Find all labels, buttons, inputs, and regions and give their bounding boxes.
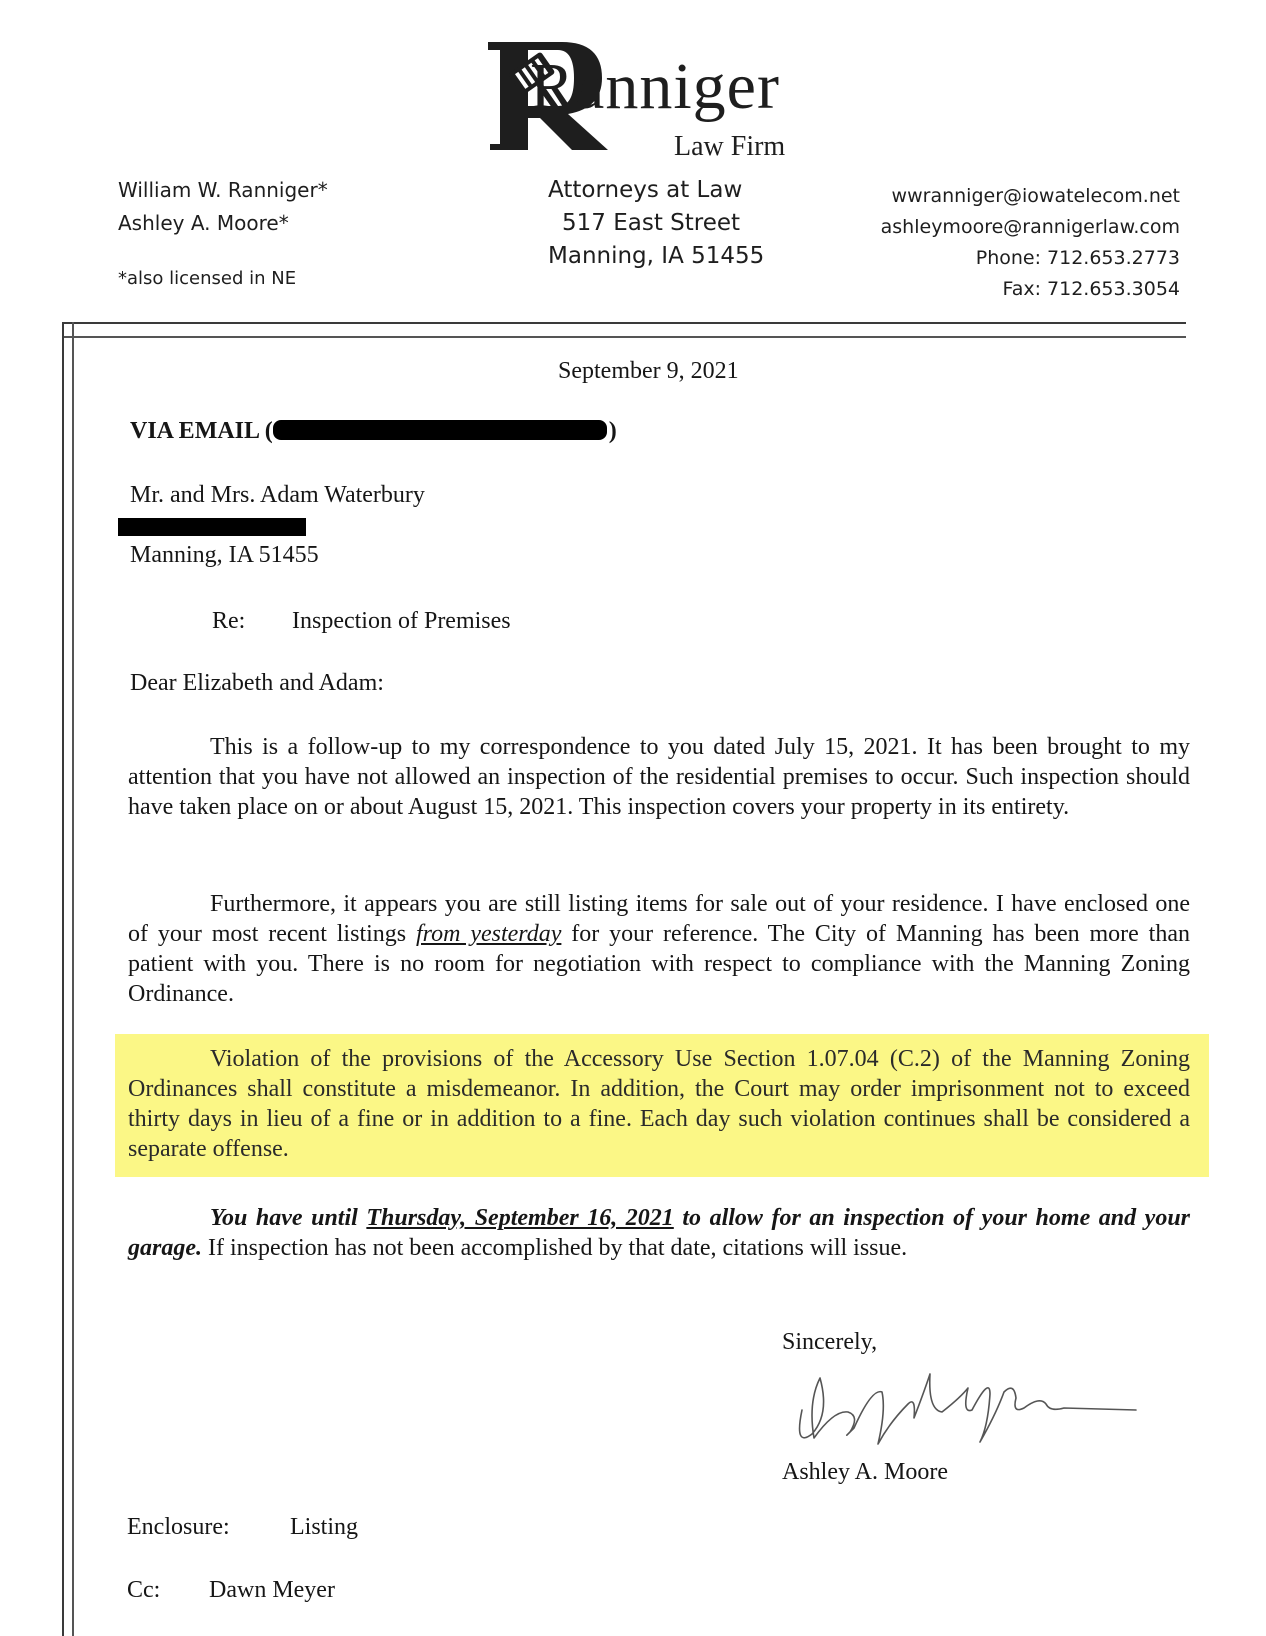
- paragraph-text: If inspection has not been accomplished by that date, citations will issue.: [202, 1235, 908, 1261]
- email-link[interactable]: ashleymoore@rannigerlaw.com: [880, 216, 1180, 238]
- paragraph-2: [128, 889, 1190, 1009]
- recipient-name: Mr. and Mrs. Adam Waterbury: [130, 482, 425, 508]
- paragraph-text: Furthermore, it appears you are still listing items for sale out of your residence. I have enclosed one of your most recent listings: [128, 891, 1190, 947]
- signer-name: Ashley A. Moore: [782, 1459, 948, 1485]
- attorney-list: [118, 174, 328, 295]
- paragraph-text: for your reference. The City of Manning has been more than patient with you. There is no room for negotiation with respect to compliance with the Manning Zoning Ordinance.: [128, 921, 1190, 1007]
- firm-city: Manning, IA 51455: [548, 243, 765, 269]
- logo-wordmark: Ranniger: [530, 50, 780, 123]
- salutation: Dear Elizabeth and Adam:: [130, 670, 384, 696]
- closing: Sincerely,: [782, 1329, 878, 1355]
- via-prefix: VIA EMAIL (: [130, 418, 273, 444]
- fax-number: Fax: 712.653.3054: [1002, 278, 1180, 300]
- cc-label: Cc:: [127, 1577, 161, 1603]
- page-border-top: [62, 322, 1186, 338]
- attorney-name: William W. Ranniger*: [118, 178, 328, 202]
- subject-line: [212, 606, 511, 636]
- page-border-left: [62, 322, 74, 1636]
- paragraph-text: This is a follow-up to my correspondence to you dated July 15, 2021. It has been brought to my attention that you have not allowed an inspection of the residential premises to occur. Such inspection should have taken place on or about August 15, 2021. This inspection covers your property in its entirety.: [128, 734, 1190, 820]
- deadline-date: Thursday, September 16, 2021: [366, 1205, 674, 1231]
- re-label: Re:: [212, 608, 246, 634]
- redacted-street: [118, 518, 306, 536]
- recipient-city: Manning, IA 51455: [130, 542, 319, 568]
- deadline-scope: to allow for an inspection of your home and your garage.: [128, 1205, 1191, 1261]
- firm-tagline: Attorneys at Law: [548, 177, 743, 203]
- signature-image: [790, 1352, 1140, 1462]
- phone-number: Phone: 712.653.2773: [975, 247, 1180, 269]
- attorney-name: Ashley A. Moore*: [118, 211, 289, 235]
- firm-logo: [470, 20, 820, 170]
- redacted-email: [273, 420, 607, 440]
- delivery-method: [130, 416, 617, 446]
- firm-contacts: [881, 181, 1180, 305]
- deadline-lead: You have until: [210, 1205, 367, 1231]
- firm-address: [548, 174, 764, 273]
- cc-line: [127, 1575, 335, 1605]
- paragraph-3-highlighted: [128, 1044, 1190, 1164]
- paragraph-4: [128, 1203, 1190, 1263]
- enclosure-value: Listing: [290, 1514, 359, 1540]
- listing-reference: from yesterday: [416, 921, 562, 947]
- re-subject: Inspection of Premises: [292, 608, 511, 634]
- email-link[interactable]: wwranniger@iowatelecom.net: [891, 185, 1180, 207]
- cc-value: Dawn Meyer: [209, 1577, 335, 1603]
- via-suffix: ): [608, 418, 617, 444]
- paragraph-text: Violation of the provisions of the Accessory Use Section 1.07.04 (C.2) of the Manning Zoning Ordinances shall constitute a misdemeanor. In addition, the Court may order imprisonment not to exceed thirty days in lieu of a fine or in addition to a fine. Each day such violation continues shall be considered a separate offense.: [128, 1046, 1190, 1162]
- logo-subtitle: Law Firm: [674, 131, 786, 162]
- enclosure-label: Enclosure:: [127, 1514, 230, 1540]
- license-note: *also licensed in NE: [118, 268, 297, 289]
- letter-date: September 9, 2021: [558, 358, 739, 384]
- enclosure-line: [127, 1512, 358, 1542]
- paragraph-1: [128, 732, 1190, 822]
- firm-street: 517 East Street: [562, 210, 741, 236]
